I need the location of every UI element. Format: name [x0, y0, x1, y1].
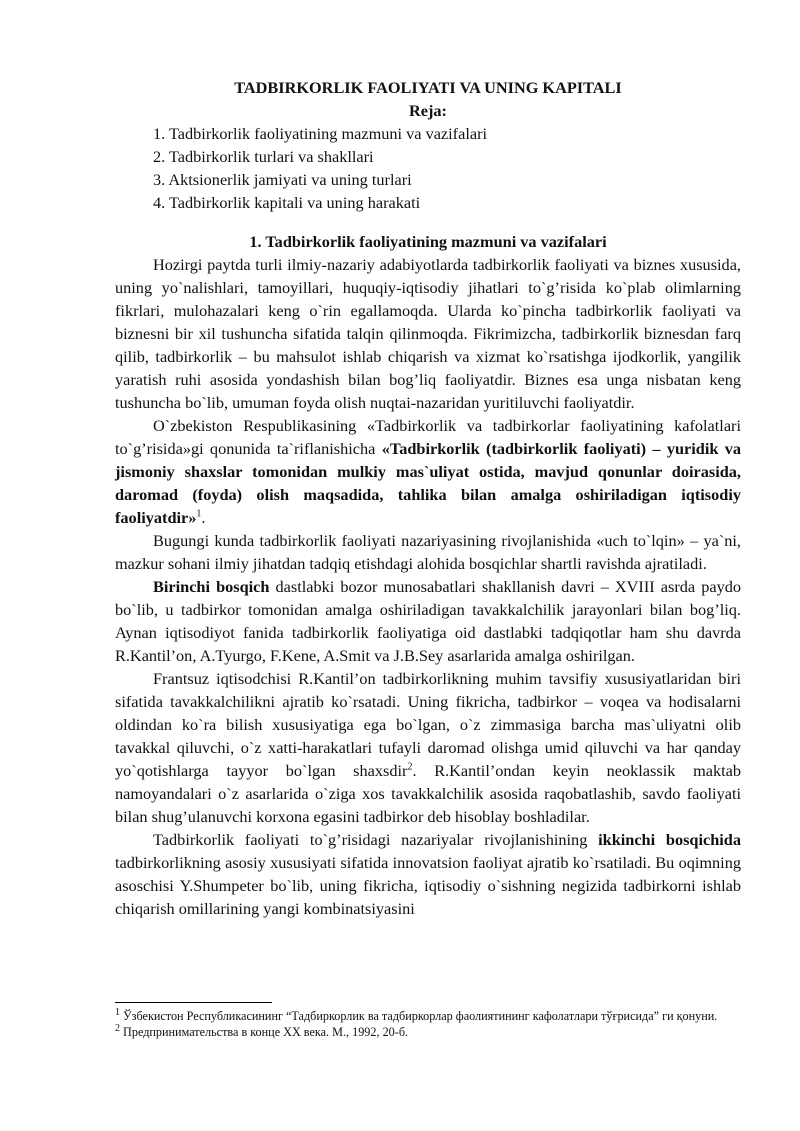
- paragraph-3: Bugungi kunda tadbirkorlik faoliyati nazariyasining rivojlanishida «uch to`lqin» – ya`ni, mazkur sohani ilmiy jihatdan tadqiq etishdagi alohida bosqichlar shartli ravishda ajratiladi.: [115, 531, 741, 573]
- footnote-2: [115, 1024, 745, 1040]
- paragraph-4: [115, 575, 741, 667]
- document-body: [115, 76, 741, 920]
- footnote-1-mark: 1: [115, 1006, 120, 1018]
- paragraph-5-text: Frantsuz iqtisodchisi R.Kantil’on tadbirkorlikning muhim tavsifiy xususiyatlaridan biri sifatida tavakkalchilikni ajratib ko`rsatadi. Uning fikricha, tadbirkor – voqea va hodisalarni oldindan ko`ra bilish xususiyatiga ega bo`lgan, o`z zimmasiga barcha mas`uliyatni olib tavakkal qiluvchi, o`z xatti-harakatlari tufayli daromad olishga umid qiluvchi va har qanday yo`qotishlarga tayyor bo`lgan shaxsdir: [115, 669, 741, 780]
- footnotes: [115, 1008, 745, 1040]
- paragraph-6: [115, 828, 741, 920]
- paragraph-5-rest: . R.Kantil’ondan keyin neoklassik maktab namoyandalari o`z asarlarida o`ziga xos tavakkalchilik asosida raqobatlashib, savdo faoliyati bilan shug’ulanuvchi korxona egasini tadbirkor deb hisoblay boshladilar.: [115, 761, 741, 826]
- footnote-2-mark: 2: [115, 1022, 120, 1034]
- paragraph-6-rest: tadbirkorlikning asosiy xususiyati sifatida innovatsion faoliyat ajratib ko`rsatiladi. Bu oqimning asoschisi Y.Shumpeter bo`lib, uning fikricha, iqtisodiy o`sishning negizida tadbirkorni ishlab chiqarish omillarining yangi kombinatsiyasini: [115, 853, 741, 918]
- paragraph-2-text: O`zbekiston Respublikasining «Tadbirkorlik va tadbirkorlar faoliyatining kafolatlari to`g’risida»gi qonunida ta`riflanishicha: [115, 416, 741, 458]
- paragraph-5: [115, 667, 741, 828]
- plan-item: 2. Tadbirkorlik turlari va shakllari: [153, 147, 374, 166]
- footnote-separator: [115, 1002, 272, 1003]
- footnote-ref-1: 1: [196, 508, 202, 520]
- first-stage-term: Birinchi bosqich: [153, 577, 270, 596]
- plan-item: 4. Tadbirkorlik kapitali va uning harakati: [153, 193, 421, 212]
- plan-list: [153, 122, 741, 214]
- law-definition: «Tadbirkorlik (tadbirkorlik faoliyati) – yuridik va jismoniy shaxslar tomonidan mulkiy mas`uliyat ostida, mavjud qonunlar doirasida, daromad (foyda) olish maqsadida, tahlika bilan amalga oshiriladigan iqtisodiy faoliyatdir»: [115, 439, 741, 527]
- paragraph-2: [115, 414, 741, 529]
- plan-heading: Reja:: [409, 101, 447, 120]
- section-heading: 1. Tadbirkorlik faoliyatining mazmuni va vazifalari: [249, 232, 607, 251]
- paragraph-1: Hozirgi paytda turli ilmiy-nazariy adabiyotlarda tadbirkorlik faoliyati va biznes xususida, uning yo`nalishlari, tamoyillari, huquqiy-iqtisodiy jihatlari to`g’risida ko`plab olimlarning fikrlari, mulohazalari keng o`rin egallamoqda. Ularda ko`pincha tadbirkorlik faoliyati va biznesni bir xil tushuncha sifatida talqin qilinmoqda. Fikrimizcha, tadbirkorlik biznesdan farq qilib, tadbirkorlik – bu mahsulot ishlab chiqarish va xizmat ko`rsatishga ijodkorlik, yangilik yaratish ruhi asosida yondashish bilan bog’liq faoliyatdir. Biznes esa unga nisbatan keng tushuncha bo`lib, umuman foyda olish nuqtai-nazaridan yuritiluvchi faoliyatdir.: [115, 255, 741, 412]
- paragraph-2-end: .: [201, 508, 206, 527]
- paragraph-4-text: dastlabki bozor munosabatlari shakllanish davri – XVIII asrda paydo bo`lib, u tadbirkor tomonidan amalga oshiriladigan tavakkalchilik jarayonlari bilan bog’liq. Aynan iqtisodiyot fanida tadbirkorlik faoliyatiga oid dastlabki tadqiqotlar ham shu davrda R.Kantil’on, A.Tyurgo, F.Kene, A.Smit va J.B.Sey asarlarida amalga oshirilgan.: [115, 577, 741, 665]
- second-stage-term: ikkinchi bosqichida: [598, 830, 741, 849]
- footnote-1: [115, 1008, 745, 1024]
- footnote-1-text: Ўзбекистон Республикасининг “Тадбиркорлик ва тадбиркорлар фаолиятининг кафолатлари тўғрисида” ги қонуни.: [120, 1009, 718, 1023]
- footnote-2-text: Предпринимательства в конце XX века. М., 1992, 20-б.: [120, 1025, 409, 1039]
- plan-item: 1. Tadbirkorlik faoliyatining mazmuni va vazifalari: [153, 124, 488, 143]
- document-title: TADBIRKORLIK FAOLIYATI VA UNING KAPITALI: [234, 78, 622, 97]
- plan-item: 3. Aktsionerlik jamiyati va uning turlari: [153, 170, 412, 189]
- footnote-ref-2: 2: [407, 761, 413, 773]
- paragraph-6-text: Tadbirkorlik faoliyati to`g’risidagi nazariyalar rivojlanishining: [153, 830, 599, 849]
